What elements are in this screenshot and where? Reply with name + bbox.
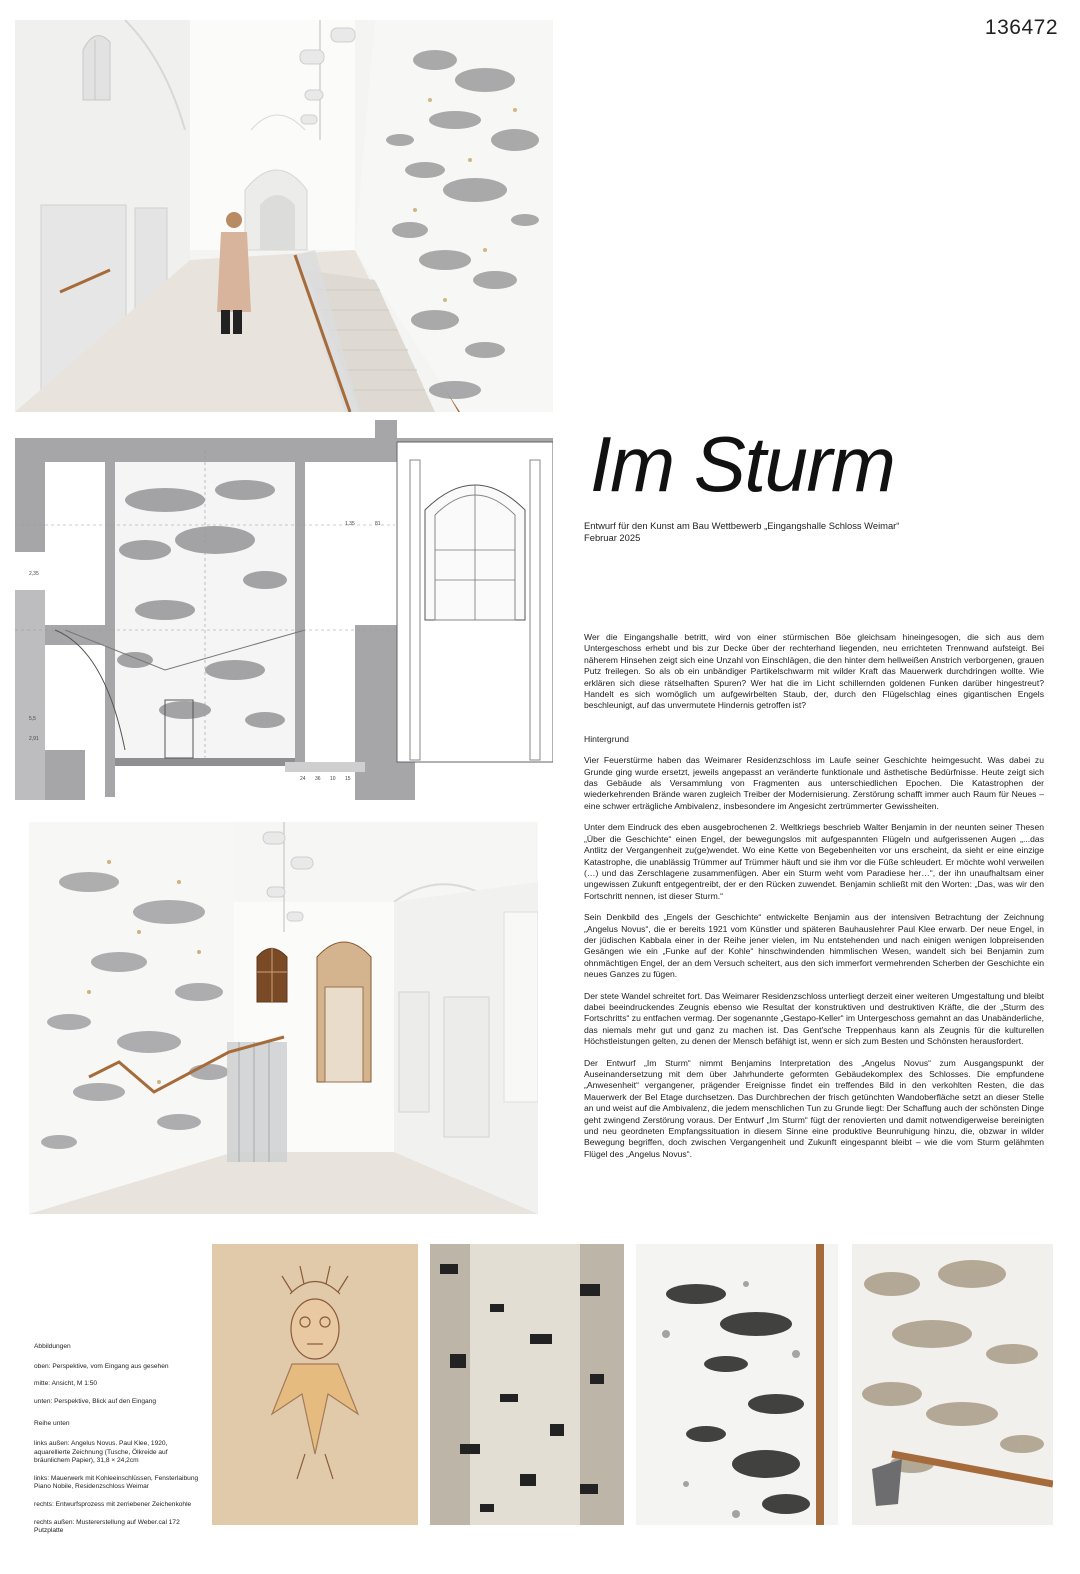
caption-far-left: links außen: Angelus Novus. Paul Klee, 1920, aquarellierte Zeichnung (Tusche, Ölkreide auf bräunlichem Papier), 31,8 × 24,2cm	[34, 1439, 168, 1465]
masonry-charcoal-image	[430, 1244, 624, 1525]
dim-label: 2,35	[29, 571, 39, 577]
section-drawing-svg	[15, 420, 553, 800]
body-text	[584, 632, 1044, 1170]
caption-heading: Abbildungen	[34, 1343, 71, 1350]
caption-top: oben: Perspektive, vom Eingang aus gesehen	[34, 1362, 169, 1370]
body-paragraph: Der stete Wandel schreitet fort. Das Weimarer Residenzschloss unterliegt derzeit einer weiteren Umgestaltung und bleibt dabei beeindruckendes Zeugnis ebenso wie Resultat der konstruktiven und destruktiven Kräfte, die der „Sturm des Fortschritts“ zu entfachen vermag. Der sogenannte „Gestapo-Keller“ im Untergeschoss gemahnt an das Unabänderliche, das niemals mehr gut und ganz zu machen ist. Das Gent'sche Treppenhaus kann als Zeugnis für die kulturellen Höchstleistungen gelten, zu denen der Mensch befähigt ist, wenn er sich zum Besten und Schönsten herausfordert.	[584, 990, 1044, 1047]
dim-label: 1,35	[345, 521, 355, 527]
caption-row-heading: Reihe unten	[34, 1420, 70, 1428]
perspective-from-entrance	[15, 20, 553, 412]
plaster-sample-svg	[852, 1244, 1053, 1525]
angelus-novus-svg	[212, 1244, 418, 1525]
dim-label: 2,91	[29, 736, 39, 742]
dim-label: 24	[300, 776, 306, 782]
dim-label: 5,5	[29, 716, 36, 722]
caption-middle: mitte: Ansicht, M 1:50	[34, 1380, 98, 1388]
angelus-novus-image	[212, 1244, 418, 1525]
body-paragraph: Unter dem Eindruck des eben ausgebrochenen 2. Weltkriegs beschrieb Walter Benjamin in der neunten seiner Thesen „Über die Geschichte“ einen Engel, der bewegungslos mit aufgespannten Flügeln und aufgerissenen Augen „...das Antlitz der Vergangenheit zu(ge)wendet. Wo eine Kette von Begebenheiten vor uns erscheint, da sieht er eine einzige Katastrophe, die unablässig Trümmer auf Trümmer häuft und sie ihm vor die Füße schleudert. Er möchte wohl verweilen (…) und das Zerschlagene zusammenfügen. Aber ein Sturm weht vom Paradiese her…“, der ihn unaufhaltsam einer ungewissen Zukunft entgegentreibt, der er den Rücken zuwendet. Benjamin schließt mit den Worten: „Das, was wir den Fortschritt nennen, ist dieser Sturm.“	[584, 822, 1044, 901]
subtitle	[584, 520, 899, 544]
caption-right: rechts: Entwurfsprozess mit zerriebener Zeichenkohle	[34, 1500, 192, 1508]
page-title: Im Sturm	[590, 420, 895, 508]
perspective-view-entrance	[29, 822, 538, 1214]
dim-label: 36	[315, 776, 321, 782]
caption-bottom: unten: Perspektive, Blick auf den Eingang	[34, 1397, 157, 1405]
body-paragraph: Der Entwurf „Im Sturm“ nimmt Benjamins Interpretation des „Angelus Novus“ zum Ausgangspunkt der Auseinandersetzung mit dem über Jahrhunderte geformten Gebäudekomplex des Schlosses. Die empfundene „Anwesenheit“ vergangener, prägender Ereignisse findet ein treffendes Bild in den verkohlten Resten, die das Mauerwerk der Bel Etage durchsetzen. Das Durchbrechen der frisch getünchten Wandoberfläche setzt an dieser Stelle an und weist auf die Ambivalenz, die jedem menschlichen Tun zu Grunde liegt: Der Schaffung auch der schönsten Dinge geht zwingend Zerstörung voraus. Der Entwurf „Im Sturm“ fügt der renovierten und damit notwendigerweise bereinigten und neu geordneten Empfangssituation in diesem Sinne eine produktive Beunruhigung hinzu, die, obzwar in wilder Bewegung begriffen, doch zwischen Vergangenheit und Zukunft eingespannt bleibt – wie die vom Sturm gelähmten Flügel des „Angelus Novus“.	[584, 1057, 1044, 1159]
intro-paragraph: Wer die Eingangshalle betritt, wird von einer stürmischen Böe gleichsam hineingesogen, die sich aus dem Untergeschoss erhebt und bis zur Decke über der rechterhand liegenden, neu errichteten Trennwand aufsteigt. Bei näherem Hinsehen zeigt sich eine Unzahl von Einschlägen, die den hinter dem hellweißen Anstrich verborgenen, grauen Putz freilegen. So als ob ein unbändiger Partikelschwarm mit wilder Kraft das Mauerwerk durchdringen wollte. Wie erklären sich diese rätselhaften Spuren? Wer hat die im Licht schillernden goldenen Funken darüber hingestreut? Handelt es sich womöglich um aufgewirbelten Staub, der, durch den Flügelschlag eines gigantischen Engels beschleunigt, auf das unvermutete Hindernis getroffen ist?	[584, 632, 1044, 711]
section-drawing-m150	[15, 420, 553, 800]
subtitle-date: Februar 2025	[584, 532, 641, 543]
figure-captions	[34, 1343, 202, 1545]
perspective-bottom-svg	[29, 822, 538, 1214]
body-paragraph: Vier Feuerstürme haben das Weimarer Residenzschloss im Laufe seiner Geschichte heimgesucht. Was dabei zu Grunde ging wurde ersetzt, jeweils angepasst an veränderte funktionale und ästhetische Bedürfnisse. Heute zeigt sich das Gebäude als Versammlung von Fragmenten aus unterschiedlichen Epochen. Die Katastrophen der wiederkehrenden Brände waren zugleich Treiber der Modernisierung. Zerstörung schafft immer auch Raum für Neues – eine schwer erträgliche Ambivalenz, insbesondere im Angesicht zertrümmerter Gewissheiten.	[584, 755, 1044, 811]
masonry-charcoal-svg	[430, 1244, 624, 1525]
subtitle-line: Entwurf für den Kunst am Bau Wettbewerb „Eingangshalle Schloss Weimar“	[584, 520, 900, 531]
project-id: 136472	[984, 16, 1058, 39]
plaster-sample-image	[852, 1244, 1053, 1525]
caption-far-right: rechts außen: Mustererstellung auf Weber.cal 172 Putzplatte	[34, 1518, 180, 1535]
perspective-top-svg	[15, 20, 553, 412]
section-heading: Hintergrund	[584, 733, 629, 744]
caption-left: links: Mauerwerk mit Kohleeinschlüssen, Fensterlaibung Piano Nobile, Residenzschloss Weimar	[34, 1474, 199, 1491]
body-paragraph: Sein Denkbild des „Engels der Geschichte“ entwickelte Benjamin aus der intensiven Betrachtung der Zeichnung „Angelus Novus“, die er bereits 1921 vom Künstler und späteren Bauhauslehrer Paul Klee erwarb. Der neue Engel, in der jüdischen Kabbala einer in der Reihe jener vielen, im Nu entstehenden und nach einigen wenigen lobpreisenden Gesängen wie ein „Funke auf der Kohle“ hinschwindenden himmlischen Wesen, wandelt sich bei Benjamin zum ohnmächtigen Engel, der an dem Versuch scheitert, aus den sich immerfort vermehrenden Scherben der Geschichte ein neues Ganzes zu fügen.	[584, 912, 1044, 980]
dim-label: 10	[330, 776, 336, 782]
design-process-svg	[636, 1244, 838, 1525]
design-process-image	[636, 1244, 838, 1525]
dim-label: 15	[345, 776, 351, 782]
dim-label: 81	[375, 521, 381, 527]
